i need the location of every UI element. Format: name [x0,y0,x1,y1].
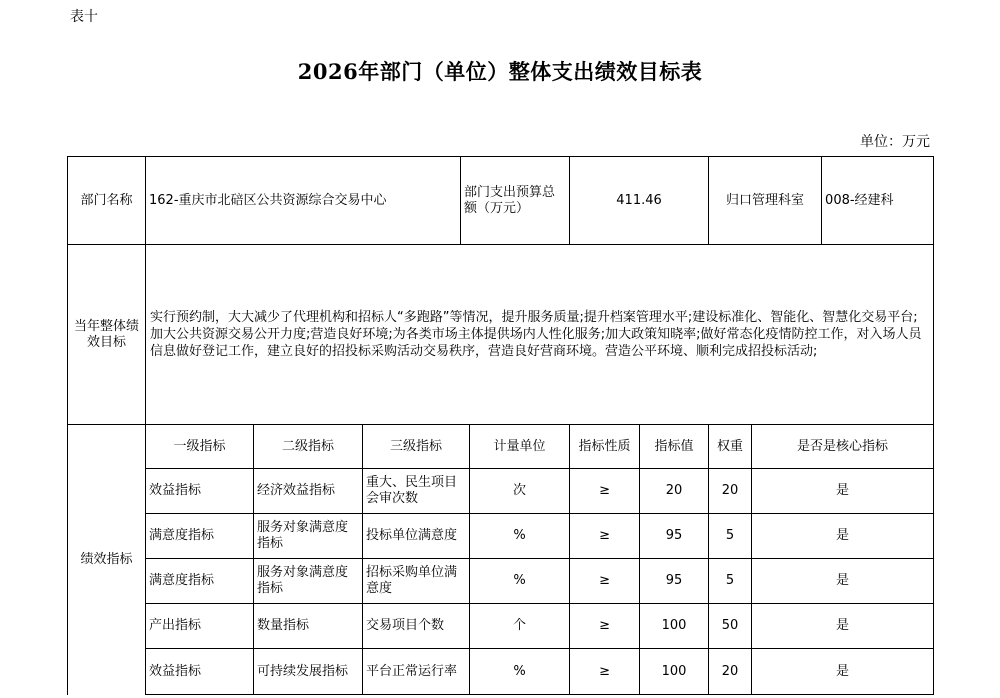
indicators-label: 绩效指标 [68,425,146,695]
page-title: 2026年部门（单位）整体支出绩效目标表 [297,59,703,84]
level3-cell: 交易项目个数 [363,604,470,649]
performance-table [67,156,934,695]
value-cell: 95 [640,559,709,604]
office-value: 008-经建科 [822,157,934,245]
core-cell: 是 [752,469,934,514]
column-header: 一级指标 [146,425,254,469]
column-header: 指标性质 [570,425,640,469]
nature-cell: ≥ [570,649,640,695]
goal-text: 实行预约制，大大减少了代理机构和招标人“多跑路”等情况，提升服务质量;提升档案管理水平;建设标准化、智能化、智慧化交易平台;加大公共资源交易公开力度;营造良好环境;为各类市场主体提供场内人性化服务;加大政策知晓率;做好常态化疫情防控工作，对入场人员信息做好登记工作，建立良好的招投标采购活动交易秩序，营造良好营商环境。营造公平环境、顺利完成招投标活动; [146,245,934,425]
level1-cell: 满意度指标 [146,514,254,559]
weight-cell: 20 [709,469,752,514]
core-cell: 是 [752,649,934,695]
level1-cell: 效益指标 [146,469,254,514]
table-number: 表十 [70,9,98,25]
unit-cell: % [470,514,570,559]
level1-cell: 产出指标 [146,604,254,649]
weight-cell: 5 [709,559,752,604]
level3-cell: 招标采购单位满意度 [363,559,470,604]
value-cell: 100 [640,649,709,695]
budget-label: 部门支出预算总额（万元） [461,157,570,245]
level2-cell: 服务对象满意度指标 [254,514,363,559]
unit-cell: % [470,559,570,604]
column-header: 二级指标 [254,425,363,469]
value-cell: 95 [640,514,709,559]
level1-cell: 满意度指标 [146,559,254,604]
unit-cell: % [470,649,570,695]
table-row [68,514,934,559]
level1-cell: 效益指标 [146,649,254,695]
dept-value: 162-重庆市北碚区公共资源综合交易中心 [146,157,461,245]
unit-label: 单位：万元 [860,134,930,150]
level2-cell: 服务对象满意度指标 [254,559,363,604]
dept-label: 部门名称 [68,157,146,245]
value-cell: 100 [640,604,709,649]
table-row [68,469,934,514]
dept-info-row [68,157,934,245]
core-cell: 是 [752,559,934,604]
core-cell: 是 [752,514,934,559]
nature-cell: ≥ [570,514,640,559]
unit-cell: 次 [470,469,570,514]
indicator-header-row [68,425,934,469]
table-row [68,604,934,649]
column-header: 指标值 [640,425,709,469]
budget-value: 411.46 [570,157,709,245]
level3-cell: 投标单位满意度 [363,514,470,559]
column-header: 权重 [709,425,752,469]
core-cell: 是 [752,604,934,649]
unit-cell: 个 [470,604,570,649]
office-label: 归口管理科室 [709,157,822,245]
value-cell: 20 [640,469,709,514]
column-header: 计量单位 [470,425,570,469]
weight-cell: 50 [709,604,752,649]
level2-cell: 数量指标 [254,604,363,649]
column-header: 是否是核心指标 [752,425,934,469]
level3-cell: 重大、民生项目会审次数 [363,469,470,514]
weight-cell: 20 [709,649,752,695]
nature-cell: ≥ [570,604,640,649]
table-row [68,649,934,695]
weight-cell: 5 [709,514,752,559]
nature-cell: ≥ [570,469,640,514]
table-row [68,559,934,604]
goal-label: 当年整体绩效目标 [68,245,146,425]
level3-cell: 平台正常运行率 [363,649,470,695]
level2-cell: 可持续发展指标 [254,649,363,695]
column-header: 三级指标 [363,425,470,469]
goal-row [68,245,934,425]
level2-cell: 经济效益指标 [254,469,363,514]
nature-cell: ≥ [570,559,640,604]
